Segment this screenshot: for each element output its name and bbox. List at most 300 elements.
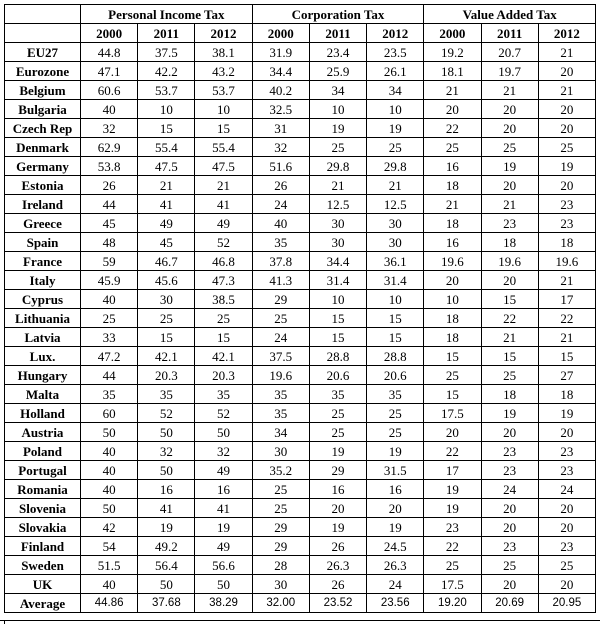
rate-cell: 21 xyxy=(538,81,595,100)
rate-cell: 36.1 xyxy=(367,252,424,271)
rate-cell: 46.8 xyxy=(195,252,252,271)
table-row xyxy=(5,575,596,594)
rate-cell: 21 xyxy=(424,195,481,214)
rate-cell: 19 xyxy=(481,157,538,176)
rate-cell: 35 xyxy=(252,404,309,423)
rate-cell: 26.3 xyxy=(309,556,366,575)
table-row xyxy=(5,328,596,347)
rate-cell: 20 xyxy=(538,119,595,138)
country-name: Finland xyxy=(5,537,81,556)
rate-cell: 16 xyxy=(424,157,481,176)
rate-cell: 20.6 xyxy=(367,366,424,385)
rate-cell: 15 xyxy=(481,347,538,366)
rate-cell: 17 xyxy=(424,461,481,480)
rate-cell: 20 xyxy=(481,271,538,290)
rate-cell: 19 xyxy=(309,442,366,461)
rate-cell: 16 xyxy=(367,480,424,499)
rate-cell: 28 xyxy=(252,556,309,575)
rate-cell: 20 xyxy=(538,423,595,442)
rate-cell: 29 xyxy=(252,290,309,309)
rate-cell: 20.3 xyxy=(138,366,195,385)
rate-cell: 34.4 xyxy=(309,252,366,271)
table-row xyxy=(5,138,596,157)
group-value-added-tax: Value Added Tax xyxy=(424,5,596,24)
rate-cell: 37.68 xyxy=(138,594,195,613)
rate-cell: 23 xyxy=(481,442,538,461)
rate-cell: 25 xyxy=(252,309,309,328)
group-personal-income-tax: Personal Income Tax xyxy=(81,5,253,24)
country-name: Austria xyxy=(5,423,81,442)
rate-cell: 23.5 xyxy=(367,43,424,62)
rate-cell: 16 xyxy=(138,480,195,499)
rate-cell: 40 xyxy=(81,100,138,119)
country-name: Lithuania xyxy=(5,309,81,328)
country-name: Portugal xyxy=(5,461,81,480)
bottom-rule xyxy=(0,620,600,621)
rate-cell: 47.5 xyxy=(138,157,195,176)
rate-cell: 31.9 xyxy=(252,43,309,62)
table-row xyxy=(5,347,596,366)
rate-cell: 29.8 xyxy=(309,157,366,176)
rate-cell: 23 xyxy=(538,461,595,480)
average-row xyxy=(5,594,596,613)
country-name: Ireland xyxy=(5,195,81,214)
rate-cell: 42.1 xyxy=(195,347,252,366)
rate-cell: 37.5 xyxy=(252,347,309,366)
rate-cell: 25 xyxy=(538,556,595,575)
rate-cell: 30 xyxy=(309,214,366,233)
rate-cell: 41 xyxy=(195,195,252,214)
rate-cell: 50 xyxy=(138,575,195,594)
rate-cell: 32.00 xyxy=(252,594,309,613)
rate-cell: 45 xyxy=(81,214,138,233)
rate-cell: 34 xyxy=(309,81,366,100)
rate-cell: 20 xyxy=(538,176,595,195)
rate-cell: 23 xyxy=(424,518,481,537)
rate-cell: 20.6 xyxy=(309,366,366,385)
table-row xyxy=(5,100,596,119)
rate-cell: 19 xyxy=(367,518,424,537)
rate-cell: 34 xyxy=(367,81,424,100)
rate-cell: 20.7 xyxy=(481,43,538,62)
rate-cell: 21 xyxy=(309,176,366,195)
country-name: Bulgaria xyxy=(5,100,81,119)
rate-cell: 19 xyxy=(538,157,595,176)
rate-cell: 22 xyxy=(424,537,481,556)
table-row xyxy=(5,499,596,518)
rate-cell: 42 xyxy=(81,518,138,537)
rate-cell: 15 xyxy=(195,328,252,347)
rate-cell: 16 xyxy=(195,480,252,499)
rate-cell: 18 xyxy=(538,385,595,404)
rate-cell: 10 xyxy=(367,290,424,309)
rate-cell: 21 xyxy=(195,176,252,195)
rate-cell: 21 xyxy=(367,176,424,195)
country-name: France xyxy=(5,252,81,271)
rate-cell: 62.9 xyxy=(81,138,138,157)
rate-cell: 42.2 xyxy=(138,62,195,81)
rate-cell: 19 xyxy=(424,480,481,499)
rate-cell: 10 xyxy=(195,100,252,119)
rate-cell: 55.4 xyxy=(195,138,252,157)
rate-cell: 43.2 xyxy=(195,62,252,81)
rate-cell: 55.4 xyxy=(138,138,195,157)
rate-cell: 44.8 xyxy=(81,43,138,62)
rate-cell: 40 xyxy=(81,575,138,594)
rate-cell: 10 xyxy=(309,100,366,119)
rate-cell: 40 xyxy=(81,290,138,309)
rate-cell: 34 xyxy=(252,423,309,442)
rate-cell: 42.1 xyxy=(138,347,195,366)
rate-cell: 27 xyxy=(538,366,595,385)
rate-cell: 40 xyxy=(81,442,138,461)
rate-cell: 52 xyxy=(138,404,195,423)
table-row xyxy=(5,62,596,81)
rate-cell: 22 xyxy=(538,309,595,328)
rate-cell: 20 xyxy=(538,499,595,518)
country-name: Czech Rep xyxy=(5,119,81,138)
rate-cell: 26 xyxy=(309,537,366,556)
rate-cell: 19 xyxy=(481,404,538,423)
rate-cell: 49 xyxy=(195,214,252,233)
rate-cell: 20 xyxy=(538,100,595,119)
rate-cell: 53.7 xyxy=(195,81,252,100)
country-name: Spain xyxy=(5,233,81,252)
rate-cell: 35 xyxy=(252,385,309,404)
rate-cell: 20 xyxy=(538,518,595,537)
rate-cell: 25 xyxy=(252,480,309,499)
rate-cell: 44.86 xyxy=(81,594,138,613)
rate-cell: 16 xyxy=(424,233,481,252)
country-name: Slovenia xyxy=(5,499,81,518)
country-name: EU27 xyxy=(5,43,81,62)
rate-cell: 35 xyxy=(81,385,138,404)
rate-cell: 25 xyxy=(309,423,366,442)
rate-cell: 50 xyxy=(195,575,252,594)
rate-cell: 19.2 xyxy=(424,43,481,62)
rate-cell: 25 xyxy=(424,556,481,575)
rate-cell: 23 xyxy=(538,214,595,233)
rate-cell: 31 xyxy=(252,119,309,138)
rate-cell: 38.1 xyxy=(195,43,252,62)
rate-cell: 29 xyxy=(252,537,309,556)
rate-cell: 15 xyxy=(309,328,366,347)
country-name: Sweden xyxy=(5,556,81,575)
rate-cell: 46.7 xyxy=(138,252,195,271)
country-name: Romania xyxy=(5,480,81,499)
rate-cell: 23.4 xyxy=(309,43,366,62)
rate-cell: 18 xyxy=(481,233,538,252)
country-name: Latvia xyxy=(5,328,81,347)
rate-cell: 30 xyxy=(367,214,424,233)
year-header: 2000 xyxy=(252,24,309,43)
rate-cell: 33 xyxy=(81,328,138,347)
rate-cell: 30 xyxy=(367,233,424,252)
rate-cell: 18 xyxy=(424,309,481,328)
rate-cell: 60 xyxy=(81,404,138,423)
rate-cell: 23.56 xyxy=(367,594,424,613)
rate-cell: 35 xyxy=(138,385,195,404)
rate-cell: 26 xyxy=(81,176,138,195)
rate-cell: 28.8 xyxy=(367,347,424,366)
rate-cell: 10 xyxy=(367,100,424,119)
table-row xyxy=(5,81,596,100)
rate-cell: 45.6 xyxy=(138,271,195,290)
table-row xyxy=(5,119,596,138)
table-row xyxy=(5,214,596,233)
rate-cell: 52 xyxy=(195,233,252,252)
rate-cell: 45.9 xyxy=(81,271,138,290)
rate-cell: 23 xyxy=(481,214,538,233)
rate-cell: 38.29 xyxy=(195,594,252,613)
rate-cell: 28.8 xyxy=(309,347,366,366)
rate-cell: 23 xyxy=(481,461,538,480)
rate-cell: 20 xyxy=(424,423,481,442)
rate-cell: 20 xyxy=(481,575,538,594)
rate-cell: 10 xyxy=(309,290,366,309)
rate-cell: 20 xyxy=(481,100,538,119)
rate-cell: 20 xyxy=(538,62,595,81)
rate-cell: 12.5 xyxy=(309,195,366,214)
table-row xyxy=(5,366,596,385)
rate-cell: 56.4 xyxy=(138,556,195,575)
rate-cell: 30 xyxy=(252,442,309,461)
table-row xyxy=(5,43,596,62)
rate-cell: 53.8 xyxy=(81,157,138,176)
rate-cell: 25 xyxy=(481,556,538,575)
rate-cell: 25 xyxy=(481,366,538,385)
rate-cell: 32 xyxy=(138,442,195,461)
table-row xyxy=(5,385,596,404)
rate-cell: 25 xyxy=(367,138,424,157)
country-name: Estonia xyxy=(5,176,81,195)
year-header: 2011 xyxy=(138,24,195,43)
rate-cell: 21 xyxy=(538,43,595,62)
rate-cell: 15 xyxy=(138,119,195,138)
left-rule xyxy=(4,620,5,624)
rate-cell: 35 xyxy=(367,385,424,404)
rate-cell: 44 xyxy=(81,195,138,214)
rate-cell: 32 xyxy=(195,442,252,461)
table-row xyxy=(5,157,596,176)
country-name: Slovakia xyxy=(5,518,81,537)
rate-cell: 23 xyxy=(538,442,595,461)
country-name: Lux. xyxy=(5,347,81,366)
rate-cell: 60.6 xyxy=(81,81,138,100)
rate-cell: 20 xyxy=(481,119,538,138)
rate-cell: 23 xyxy=(538,195,595,214)
rate-cell: 22 xyxy=(481,309,538,328)
rate-cell: 23.52 xyxy=(309,594,366,613)
rate-cell: 25 xyxy=(195,309,252,328)
country-name: Denmark xyxy=(5,138,81,157)
corner-cell xyxy=(5,5,81,24)
rate-cell: 20 xyxy=(309,499,366,518)
rate-cell: 24.5 xyxy=(367,537,424,556)
rate-cell: 38.5 xyxy=(195,290,252,309)
table-row xyxy=(5,461,596,480)
tax-rates-table xyxy=(4,4,596,613)
rate-cell: 19 xyxy=(424,499,481,518)
country-name: UK xyxy=(5,575,81,594)
rate-cell: 53.7 xyxy=(138,81,195,100)
rate-cell: 44 xyxy=(81,366,138,385)
rate-cell: 32 xyxy=(252,138,309,157)
rate-cell: 25.9 xyxy=(309,62,366,81)
rate-cell: 25 xyxy=(538,138,595,157)
rate-cell: 25 xyxy=(309,404,366,423)
table-row xyxy=(5,233,596,252)
rate-cell: 17.5 xyxy=(424,575,481,594)
country-name: Greece xyxy=(5,214,81,233)
rate-cell: 41 xyxy=(138,499,195,518)
rate-cell: 50 xyxy=(138,461,195,480)
rate-cell: 35 xyxy=(309,385,366,404)
rate-cell: 18 xyxy=(424,328,481,347)
rate-cell: 41 xyxy=(138,195,195,214)
rate-cell: 15 xyxy=(309,309,366,328)
rate-cell: 20 xyxy=(481,423,538,442)
rate-cell: 49.2 xyxy=(138,537,195,556)
rate-cell: 29.8 xyxy=(367,157,424,176)
rate-cell: 19 xyxy=(195,518,252,537)
rate-cell: 49 xyxy=(138,214,195,233)
rate-cell: 41 xyxy=(195,499,252,518)
rate-cell: 49 xyxy=(195,461,252,480)
country-name: Holland xyxy=(5,404,81,423)
rate-cell: 54 xyxy=(81,537,138,556)
rate-cell: 31.5 xyxy=(367,461,424,480)
country-name: Hungary xyxy=(5,366,81,385)
rate-cell: 20.69 xyxy=(481,594,538,613)
rate-cell: 18.1 xyxy=(424,62,481,81)
rate-cell: 19.6 xyxy=(424,252,481,271)
rate-cell: 19.20 xyxy=(424,594,481,613)
year-header: 2011 xyxy=(309,24,366,43)
rate-cell: 21 xyxy=(538,271,595,290)
rate-cell: 47.3 xyxy=(195,271,252,290)
rate-cell: 26 xyxy=(252,176,309,195)
rate-cell: 45 xyxy=(138,233,195,252)
rate-cell: 34.4 xyxy=(252,62,309,81)
rate-cell: 10 xyxy=(424,290,481,309)
rate-cell: 47.2 xyxy=(81,347,138,366)
rate-cell: 35.2 xyxy=(252,461,309,480)
rate-cell: 31.4 xyxy=(367,271,424,290)
group-corporation-tax: Corporation Tax xyxy=(252,5,424,24)
table-row xyxy=(5,423,596,442)
rate-cell: 20 xyxy=(424,271,481,290)
rate-cell: 25 xyxy=(367,404,424,423)
rate-cell: 23 xyxy=(481,537,538,556)
rate-cell: 48 xyxy=(81,233,138,252)
rate-cell: 20.3 xyxy=(195,366,252,385)
year-header-row xyxy=(5,24,596,43)
rate-cell: 56.6 xyxy=(195,556,252,575)
year-header: 2012 xyxy=(195,24,252,43)
rate-cell: 21 xyxy=(481,81,538,100)
rate-cell: 26 xyxy=(309,575,366,594)
rate-cell: 19.6 xyxy=(252,366,309,385)
rate-cell: 20 xyxy=(367,499,424,518)
country-name: Eurozone xyxy=(5,62,81,81)
rate-cell: 19.6 xyxy=(481,252,538,271)
rate-cell: 19 xyxy=(367,119,424,138)
table-row xyxy=(5,537,596,556)
rate-cell: 19.7 xyxy=(481,62,538,81)
rate-cell: 50 xyxy=(81,423,138,442)
rate-cell: 15 xyxy=(367,328,424,347)
rate-cell: 59 xyxy=(81,252,138,271)
country-name: Belgium xyxy=(5,81,81,100)
rate-cell: 24 xyxy=(367,575,424,594)
rate-cell: 26.3 xyxy=(367,556,424,575)
rate-cell: 25 xyxy=(309,138,366,157)
rate-cell: 20 xyxy=(538,575,595,594)
rate-cell: 15 xyxy=(195,119,252,138)
rate-cell: 50 xyxy=(138,423,195,442)
rate-cell: 21 xyxy=(424,81,481,100)
rate-cell: 20 xyxy=(481,518,538,537)
rate-cell: 37.5 xyxy=(138,43,195,62)
rate-cell: 25 xyxy=(481,138,538,157)
rate-cell: 32.5 xyxy=(252,100,309,119)
rate-cell: 19 xyxy=(367,442,424,461)
table-row xyxy=(5,176,596,195)
rate-cell: 18 xyxy=(424,214,481,233)
rate-cell: 32 xyxy=(81,119,138,138)
rate-cell: 51.6 xyxy=(252,157,309,176)
rate-cell: 15 xyxy=(481,290,538,309)
table-row xyxy=(5,290,596,309)
rate-cell: 21 xyxy=(481,195,538,214)
rate-cell: 40 xyxy=(252,214,309,233)
rate-cell: 15 xyxy=(367,309,424,328)
table-row xyxy=(5,309,596,328)
rate-cell: 21 xyxy=(138,176,195,195)
rate-cell: 16 xyxy=(309,480,366,499)
rate-cell: 19 xyxy=(309,119,366,138)
rate-cell: 24 xyxy=(538,480,595,499)
table-row xyxy=(5,442,596,461)
year-header: 2000 xyxy=(81,24,138,43)
rate-cell: 23 xyxy=(538,537,595,556)
rate-cell: 20.95 xyxy=(538,594,595,613)
rate-cell: 19 xyxy=(309,518,366,537)
rate-cell: 40 xyxy=(81,461,138,480)
rate-cell: 40.2 xyxy=(252,81,309,100)
rate-cell: 22 xyxy=(424,442,481,461)
rate-cell: 31.4 xyxy=(309,271,366,290)
rate-cell: 47.5 xyxy=(195,157,252,176)
table-row xyxy=(5,480,596,499)
country-name: Average xyxy=(5,594,81,613)
table-body xyxy=(5,43,596,613)
corner-cell-lower xyxy=(5,24,81,43)
rate-cell: 19 xyxy=(138,518,195,537)
table-row xyxy=(5,252,596,271)
rate-cell: 10 xyxy=(138,100,195,119)
rate-cell: 49 xyxy=(195,537,252,556)
rate-cell: 12.5 xyxy=(367,195,424,214)
rate-cell: 25 xyxy=(367,423,424,442)
rate-cell: 35 xyxy=(195,385,252,404)
country-name: Poland xyxy=(5,442,81,461)
rate-cell: 24 xyxy=(252,195,309,214)
rate-cell: 21 xyxy=(538,328,595,347)
rate-cell: 25 xyxy=(252,499,309,518)
rate-cell: 30 xyxy=(309,233,366,252)
